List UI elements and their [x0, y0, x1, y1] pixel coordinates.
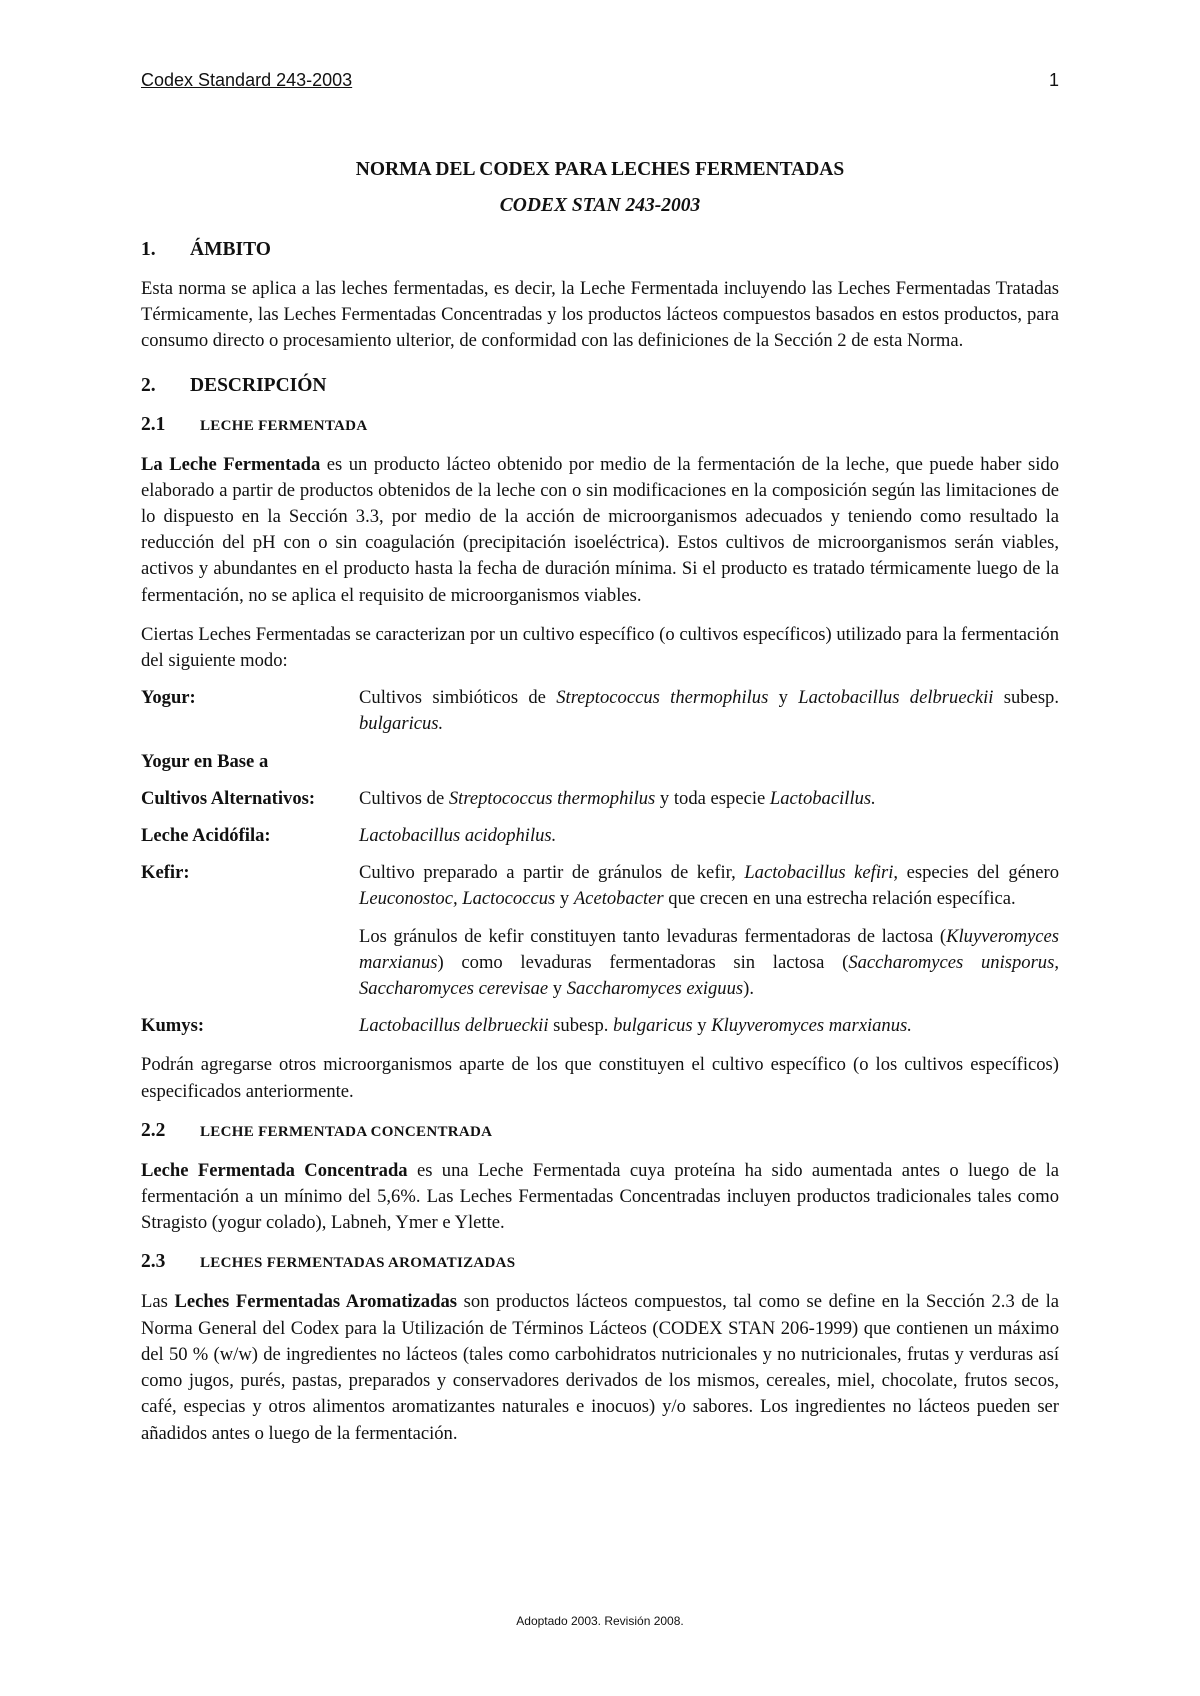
leches-aromatizadas-definition	[141, 1289, 1059, 1446]
species-name: Acetobacter	[573, 888, 664, 910]
otros-microorganismos-text: Podrán agregarse otros microorganismos aparte de los que constituyen el cultivo específico (o los cultivos específicos) especificados anteriormente.	[141, 1054, 1059, 1102]
leche-fermentada-text: es un producto lácteo obtenido por medio de la fermentación de la leche, que puede haber sido elaborado a partir de productos obtenidos de la leche con o sin modificaciones en la composición según las limitaciones de lo dispuesto en la Sección 3.3, por medio de la acción de microorganismos adecuados y teniendo como resultado la reducción del pH con o sin coagulación (precipitación isoeléctrica). Estos cultivos de microorganismos serán viables, activos y abundantes en el producto hasta la fecha de duración mínima. Si el producto es tratado térmicamente luego de la fermentación, no se aplica el requisito de microorganismos viables.	[141, 453, 1059, 606]
section-2-heading	[141, 373, 1059, 399]
desc-text: Cultivos simbióticos de	[359, 687, 557, 709]
leche-concentrada-text: es una Leche Fermentada cuya proteína ha sido aumentada antes o luego de la fermentación a un mínimo del 5,6%. Las Leches Fermentadas Concentradas incluyen productos tradicionales tales como Stragisto (yogur colado), Labneh, Ymer e Ylette.	[141, 1159, 1060, 1234]
document-body	[141, 157, 1059, 1447]
page-footer: Adoptado 2003. Revisión 2008.	[516, 1614, 684, 1628]
desc-text: Los gránulos de kefir constituyen tanto levaduras fermentadoras de lactosa (	[359, 925, 947, 947]
desc-kefir	[359, 860, 1059, 912]
species-name: Lactobacillus kefiri	[744, 862, 894, 884]
definition-kefir-granulos	[141, 924, 1059, 1003]
subsection-2-1-title: LECHE FERMENTADA	[200, 417, 368, 434]
desc-text: subesp.	[548, 1015, 614, 1037]
leche-fermentada-definition	[141, 452, 1059, 609]
definition-leche-acidofila	[141, 823, 1059, 849]
desc-text: y	[692, 1015, 712, 1037]
species-name: Leuconostoc, Lactococcus	[359, 888, 556, 910]
desc-text: y toda especie	[655, 787, 770, 809]
definition-yogur-alternativo	[141, 786, 1059, 812]
cultivos-especificos-intro: Ciertas Leches Fermentadas se caracterizan por un cultivo específico (o cultivos específicos) utilizado para la fermentación del siguiente modo:	[141, 623, 1059, 672]
species-name: Saccharomyces cerevisae	[359, 978, 549, 1000]
desc-text: , especies del género	[893, 862, 1059, 884]
subsection-2-2-heading	[141, 1118, 1059, 1145]
document-code: CODEX STAN 243-2003	[499, 195, 701, 216]
desc-text: y	[555, 888, 574, 910]
subsection-2-3-number: 2.3	[141, 1251, 166, 1273]
leches-aromatizadas-intro: Las	[141, 1291, 175, 1313]
leches-aromatizadas-term: Leches Fermentadas Aromatizadas	[174, 1291, 457, 1313]
document-title: NORMA DEL CODEX PARA LECHES FERMENTADAS	[355, 159, 845, 180]
section-1-text: Esta norma se aplica a las leches fermentadas, es decir, la Leche Fermentada incluyendo las Leches Fermentadas Tratadas Térmicamente, las Leches Fermentadas Concentradas y los productos lácteos compuestos basados en estos productos, para consumo directo o procesamiento ulterior, de conformidad con las definiciones de la Sección 2 de esta Norma.	[141, 278, 1059, 352]
term-yogur-alt-line2: Cultivos Alternativos:	[141, 787, 316, 809]
subsection-2-1-heading	[141, 412, 1059, 439]
running-header	[141, 70, 1059, 91]
subsection-2-1-number: 2.1	[141, 413, 166, 435]
section-1-heading	[141, 237, 1059, 263]
section-2-title: DESCRIPCIÓN	[190, 374, 327, 396]
leche-fermentada-term: La Leche Fermentada	[141, 453, 321, 475]
section-1-number: 1.	[141, 239, 156, 260]
species-name: Lactobacillus.	[769, 787, 876, 809]
desc-text: y	[548, 978, 567, 1000]
desc-text: ) como levaduras fermentadoras sin lactosa (	[437, 951, 849, 973]
species-name: Saccharomyces unisporus	[848, 951, 1055, 973]
definition-kefir	[141, 860, 1059, 912]
page-number: 1	[1048, 70, 1059, 90]
subsection-2-3-heading	[141, 1249, 1059, 1276]
desc-text: ).	[743, 978, 754, 1000]
term-yogur: Yogur:	[141, 687, 196, 709]
species-name: bulgaricus	[613, 1015, 693, 1037]
species-name: Streptococcus thermophilus	[448, 787, 656, 809]
term-leche-acidofila: Leche Acidófila:	[141, 825, 271, 847]
subsection-2-2-number: 2.2	[141, 1119, 166, 1141]
desc-text: que crecen en una estrecha relación específica.	[663, 888, 1016, 910]
desc-text: Cultivo preparado a partir de gránulos de kefir,	[359, 862, 745, 884]
leche-concentrada-term: Leche Fermentada Concentrada	[141, 1159, 408, 1181]
species-name: Kluyveromyces marxianus	[359, 925, 1059, 973]
section-1-title: ÁMBITO	[190, 239, 271, 260]
subsection-2-2-title: LECHE FERMENTADA CONCENTRADA	[200, 1123, 493, 1140]
species-name: Lactobacillus delbrueckii	[359, 1015, 549, 1037]
desc-text: ,	[1054, 951, 1060, 973]
species-name: Lactobacillus delbrueckii	[798, 687, 994, 709]
desc-leche-acidofila	[359, 823, 1059, 849]
definition-yogur-alt-term-line1	[141, 749, 1059, 775]
definition-kumys	[141, 1013, 1059, 1039]
term-yogur-alt-line1: Yogur en Base a	[141, 750, 269, 772]
term-kefir: Kefir:	[141, 862, 190, 884]
desc-yogur	[359, 685, 1059, 737]
desc-kumys	[359, 1013, 1059, 1039]
leches-aromatizadas-text: son productos lácteos compuestos, tal como se define en la Sección 2.3 de la Norma General del Codex para la Utilización de Términos Lácteos (CODEX STAN 206-1999) que contienen un máximo del 50 % (w/w) de ingredientes no lácteos (tales como carbohidratos nutricionales y no nutricionales, frutas y verduras así como jugos, purés, pastas, preparados y conservadores derivados de los mismos, cereales, miel, chocolate, frutos secos, café, especias y otros alimentos aromatizantes naturales e inocuos) y/o sabores. Los ingredientes no lácteos pueden ser añadidos antes o luego de la fermentación.	[141, 1291, 1059, 1444]
desc-text: Cultivos de	[359, 787, 449, 809]
species-name: Streptococcus thermophilus	[556, 687, 769, 709]
term-kumys: Kumys:	[141, 1015, 205, 1037]
section-2-number: 2.	[141, 374, 156, 396]
header-standard-name: Codex Standard 243-2003	[141, 70, 353, 90]
desc-kefir-granulos	[359, 924, 1059, 1003]
desc-text: subesp.	[993, 687, 1059, 709]
leche-concentrada-definition	[141, 1158, 1059, 1237]
species-name: Kluyveromyces marxianus.	[711, 1015, 912, 1037]
desc-yogur-alternativo	[359, 786, 1059, 812]
species-name: bulgaricus.	[359, 713, 444, 735]
species-name: Saccharomyces exiguus	[566, 978, 744, 1000]
subsection-2-3-title: LECHES FERMENTADAS AROMATIZADAS	[200, 1255, 516, 1272]
desc-text: y	[768, 687, 799, 709]
species-name: Lactobacillus acidophilus.	[359, 825, 557, 847]
definition-yogur	[141, 685, 1059, 737]
